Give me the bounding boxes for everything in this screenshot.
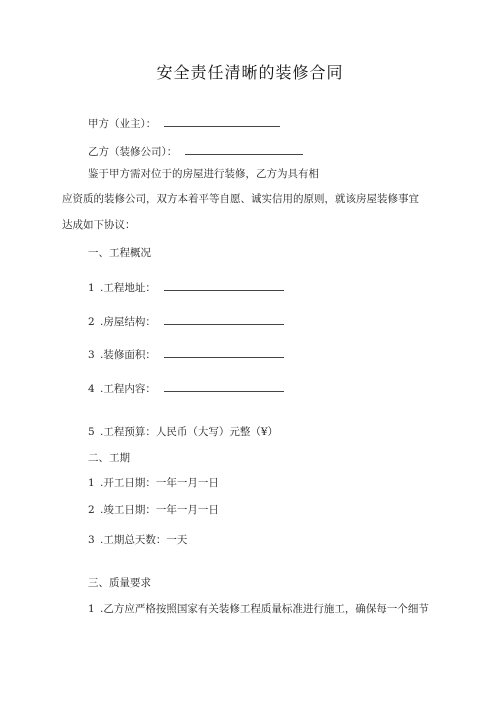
item-label: .竣工日期：一年一月一日 [100, 504, 219, 516]
overview-item [88, 425, 278, 439]
item-number: 3 [88, 534, 95, 546]
structure-blank[interactable] [164, 314, 284, 325]
party-b-line [88, 144, 303, 159]
intro-line-1: 鉴于甲方需对位于的房屋进行装修，乙方为具有相 [88, 168, 319, 180]
item-label: .工程预算：人民币（大写）元整（¥） [100, 426, 279, 438]
area-blank[interactable] [164, 347, 284, 358]
schedule-item [88, 533, 187, 547]
quality-item [88, 602, 429, 616]
party-b-label: 乙方（装修公司）： [88, 146, 178, 158]
section-heading-overview: 一、工程概况 [88, 247, 151, 259]
item-number: 1 [88, 477, 95, 489]
item-label: .工期总天数：一天 [100, 534, 188, 546]
schedule-item [88, 476, 219, 490]
overview-item [88, 347, 284, 362]
schedule-item [88, 503, 219, 517]
item-number: 2 [88, 504, 95, 516]
address-blank[interactable] [164, 280, 284, 291]
overview-item [88, 381, 284, 396]
item-number: 4 [88, 383, 95, 395]
document-title: 安全责任清晰的装修合同 [156, 63, 344, 82]
party-b-blank[interactable] [185, 144, 303, 155]
overview-item [88, 280, 284, 295]
item-label: .装修面积： [100, 349, 156, 361]
item-label: .乙方应严格按照国家有关装修工程质量标准进行施工，确保每一个细节 [100, 603, 429, 615]
section-heading-schedule: 二、工期 [88, 452, 130, 464]
item-label: .开工日期：一年一月一日 [100, 477, 219, 489]
item-number: 1 [88, 282, 95, 294]
item-label: .房屋结构： [100, 316, 156, 328]
item-label: .工程地址： [100, 282, 156, 294]
content-blank[interactable] [164, 381, 284, 392]
party-a-line [88, 116, 280, 131]
item-number: 5 [88, 426, 95, 438]
intro-line-2: 应资质的装修公司，双方本着平等自愿、诚实信用的原则，就该房屋装修事宜 [62, 193, 419, 205]
item-number: 1 [88, 603, 95, 615]
party-a-label: 甲方（业主）： [88, 118, 157, 130]
party-a-blank[interactable] [164, 116, 280, 127]
section-heading-quality: 三、质量要求 [88, 577, 151, 589]
item-number: 2 [88, 316, 95, 328]
overview-item [88, 314, 284, 329]
item-number: 3 [88, 349, 95, 361]
intro-line-3: 达成如下协议： [62, 219, 136, 231]
item-label: .工程内容： [100, 383, 156, 395]
